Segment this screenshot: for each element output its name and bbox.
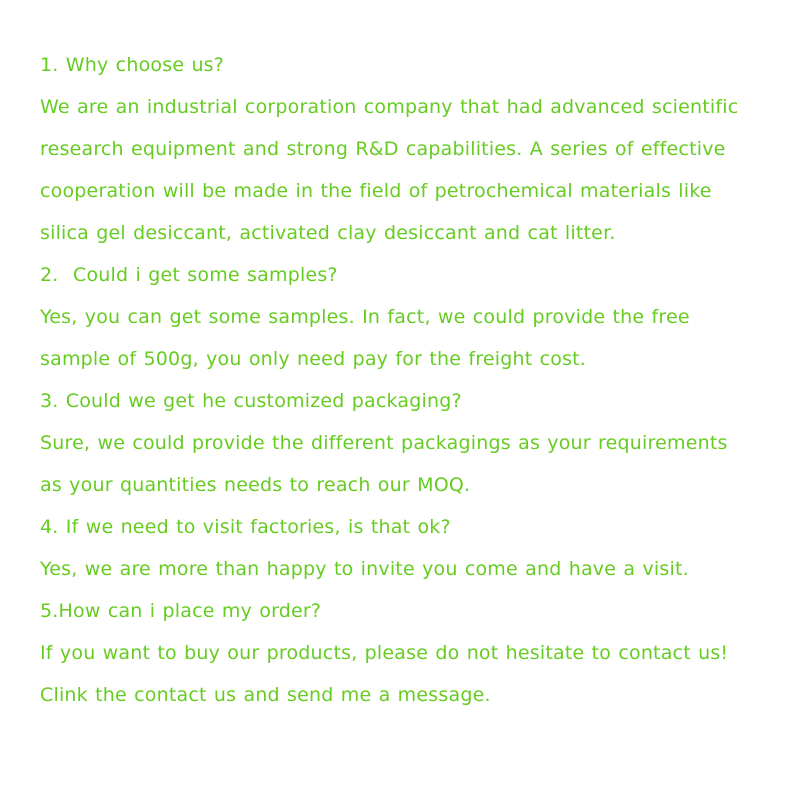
faq-answer-1-line-2: research equipment and strong R&D capabilities. A series of effective	[40, 138, 726, 160]
faq-answer-3-line-1: Sure, we could provide the different packagings as your requirements	[40, 432, 728, 454]
faq-question-3: 3. Could we get he customized packaging?	[40, 390, 462, 412]
faq-question-5: 5.How can i place my order?	[40, 600, 322, 622]
faq-answer-2-line-2: sample of 500g, you only need pay for the freight cost.	[40, 348, 587, 370]
faq-answer-1-line-3: cooperation will be made in the field of petrochemical materials like	[40, 180, 712, 202]
faq-answer-1-line-4: silica gel desiccant, activated clay desiccant and cat litter.	[40, 222, 616, 244]
faq-question-1: 1. Why choose us?	[40, 54, 225, 76]
faq-answer-5-line-1: If you want to buy our products, please do not hesitate to contact us!	[40, 642, 729, 664]
faq-answer-3-line-2: as your quantities needs to reach our MOQ.	[40, 474, 471, 496]
faq-answer-5-line-2: Clink the contact us and send me a message.	[40, 684, 491, 706]
faq-answer-4-line-1: Yes, we are more than happy to invite you come and have a visit.	[40, 558, 689, 580]
faq-answer-1-line-1: We are an industrial corporation company that had advanced scientific	[40, 96, 739, 118]
faq-answer-2-line-1: Yes, you can get some samples. In fact, we could provide the free	[40, 306, 690, 328]
faq-list	[40, 44, 780, 716]
faq-question-2: 2. Could i get some samples?	[40, 264, 338, 286]
faq-question-4: 4. If we need to visit factories, is that ok?	[40, 516, 451, 538]
